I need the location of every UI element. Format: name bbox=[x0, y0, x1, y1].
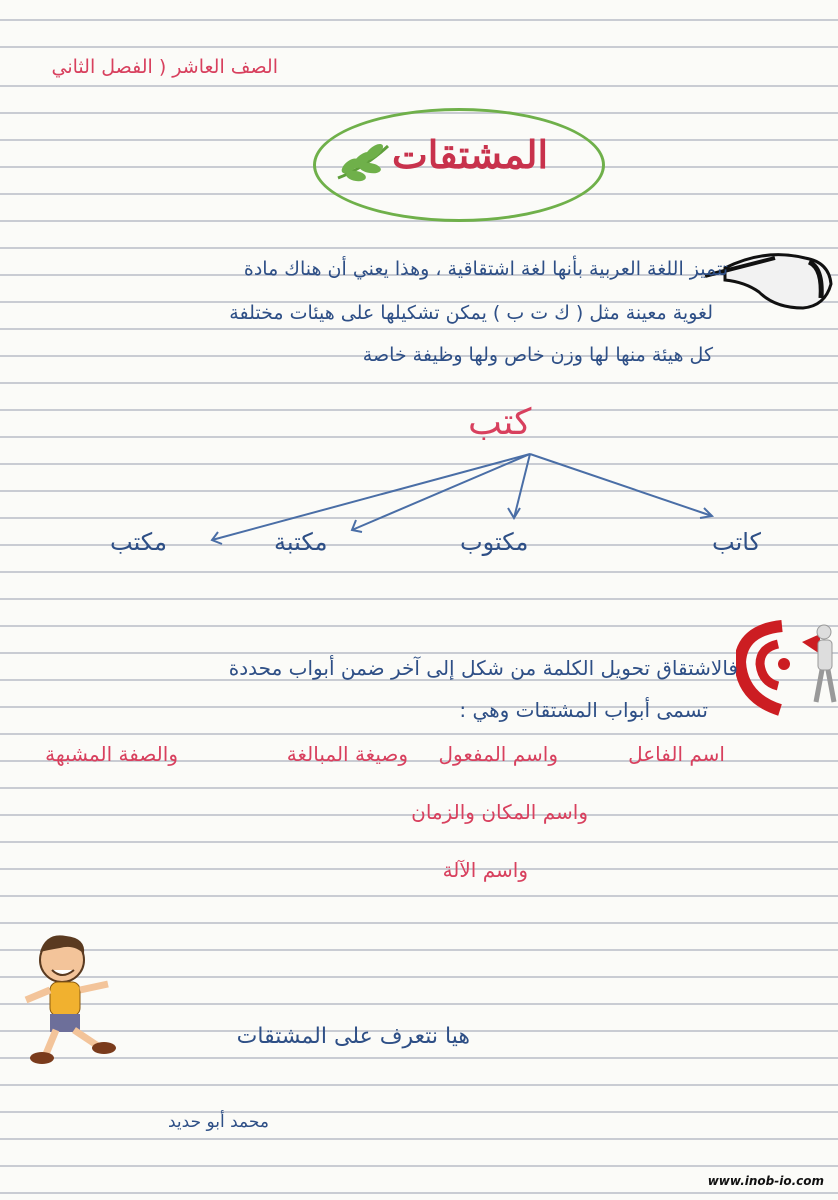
intro-line-3: كل هيئة منها لها وزن خاص ولها وظيفة خاصة bbox=[362, 344, 713, 366]
megaphone-person-icon bbox=[736, 606, 838, 716]
derivative-type-6: واسم الآلة bbox=[442, 858, 528, 882]
intro-line-2: لغوية معينة مثل ( ك ت ب ) يمكن تشكيلها على هيئات مختلفة bbox=[229, 302, 713, 324]
root-word: كتب bbox=[468, 402, 532, 443]
intro-line-1: تتميز اللغة العربية بأنها لغة اشتقاقية ، وهذا يعني أن هناك مادة bbox=[243, 258, 728, 280]
derivative-maktaba: مكتبة bbox=[274, 528, 328, 556]
derivative-type-3: وصيغة المبالغة bbox=[286, 742, 408, 766]
derivative-katib: كاتب bbox=[712, 528, 761, 556]
definition-line-2: تسمى أبواب المشتقات وهي : bbox=[459, 698, 708, 722]
page-title: المشتقات bbox=[392, 132, 549, 177]
derivative-maktoob: مكتوب bbox=[460, 528, 529, 556]
grade-header: الصف العاشر ( الفصل الثاني bbox=[51, 56, 278, 78]
derivative-maktab: مكتب bbox=[110, 528, 167, 556]
running-boy-icon bbox=[16, 930, 122, 1066]
closing-line: هيا نتعرف على المشتقات bbox=[236, 1024, 470, 1049]
derivative-type-4: والصفة المشبهة bbox=[45, 742, 178, 766]
definition-line-1: فالاشتقاق تحويل الكلمة من شكل إلى آخر ضمن أبواب محددة bbox=[228, 656, 738, 680]
derivative-type-1: اسم الفاعل bbox=[628, 742, 725, 766]
site-watermark: www.inob-io.com bbox=[707, 1174, 824, 1188]
derivative-type-5: واسم المكان والزمان bbox=[411, 800, 588, 824]
author-signature: محمد أبو حديد bbox=[168, 1112, 269, 1132]
derivative-type-2: واسم المفعول bbox=[438, 742, 558, 766]
